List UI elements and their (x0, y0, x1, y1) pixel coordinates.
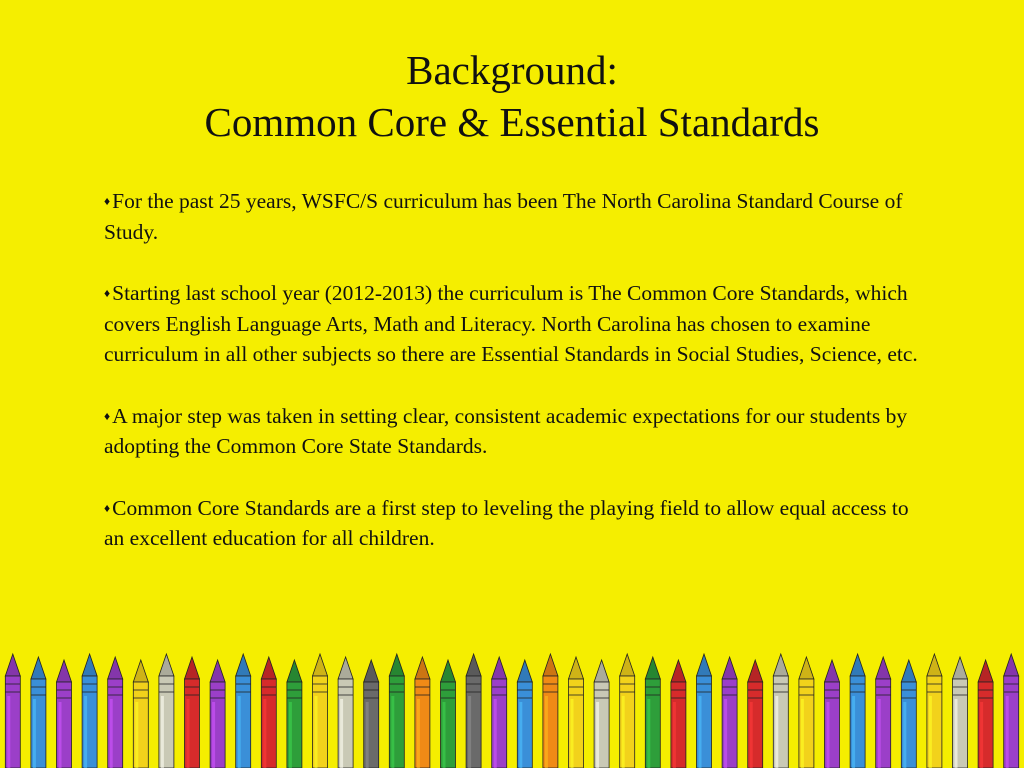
crayon-icon (108, 657, 123, 768)
crayon-icon (210, 660, 225, 768)
crayon-icon (82, 654, 97, 768)
crayon-icon (441, 660, 456, 768)
crayon-icon (850, 654, 865, 768)
crayon-border-illustration (0, 648, 1024, 768)
bullet-list (104, 186, 924, 585)
crayon-icon (876, 657, 891, 768)
crayon-icon (287, 660, 302, 768)
crayon-icon (133, 660, 148, 768)
title-line-2: Common Core & Essential Standards (204, 99, 820, 145)
bullet-text: A major step was taken in setting clear, consistent academic expectations for our students by adopting the Common Core State Standards. (104, 403, 908, 458)
crayon-icon (5, 654, 20, 768)
crayon-icon (1004, 654, 1019, 768)
crayon-icon (799, 657, 814, 768)
crayon-icon (953, 657, 968, 768)
crayon-icon (927, 654, 942, 768)
crayon-icon (492, 657, 507, 768)
title-line-1: Background: (406, 47, 618, 93)
bullet-item (104, 278, 924, 370)
crayon-icon (620, 654, 635, 768)
crayon-icon (901, 660, 916, 768)
crayon-icon (517, 660, 532, 768)
crayon-icon (697, 654, 712, 768)
crayon-icon (313, 654, 328, 768)
crayon-icon (671, 660, 686, 768)
bullet-text: Common Core Standards are a first step to leveling the playing field to allow equal access to an excellent education for all children. (104, 495, 909, 550)
crayon-icon (389, 654, 404, 768)
crayon-icon (978, 660, 993, 768)
crayon-icon (415, 657, 430, 768)
crayon-icon (773, 654, 788, 768)
crayon-icon (594, 660, 609, 768)
crayon-icon (31, 657, 46, 768)
diamond-bullet-icon: ♦ (104, 500, 111, 515)
crayon-icon (825, 660, 840, 768)
diamond-bullet-icon: ♦ (104, 286, 111, 300)
bullet-text: Starting last school year (2012-2013) the curriculum is The Common Core Standards, which covers English Language Arts, Math and Literacy. North Carolina has chosen to examine curriculum in all other subjects so there are Essential Standards in Social Studies, Science, etc. (104, 281, 918, 366)
crayon-icon (543, 654, 558, 768)
crayon-icon (57, 660, 72, 768)
crayon-icon (261, 657, 276, 768)
crayon-icon (159, 654, 174, 768)
crayon-icon (364, 660, 379, 768)
crayon-icon (466, 654, 481, 768)
crayon-icon (185, 657, 200, 768)
crayon-icon (722, 657, 737, 768)
slide-title (0, 44, 1024, 148)
diamond-bullet-icon: ♦ (104, 194, 111, 208)
crayon-icon (645, 657, 660, 768)
bullet-item (104, 493, 924, 554)
crayon-icon (338, 657, 353, 768)
diamond-bullet-icon: ♦ (104, 408, 111, 423)
bullet-text: For the past 25 years, WSFC/S curriculum has been The North Carolina Standard Course of Study. (104, 189, 903, 244)
crayon-icon (236, 654, 251, 768)
bullet-item (104, 186, 924, 247)
bullet-item (104, 401, 924, 462)
crayon-icon (748, 660, 763, 768)
crayon-icon (569, 657, 584, 768)
